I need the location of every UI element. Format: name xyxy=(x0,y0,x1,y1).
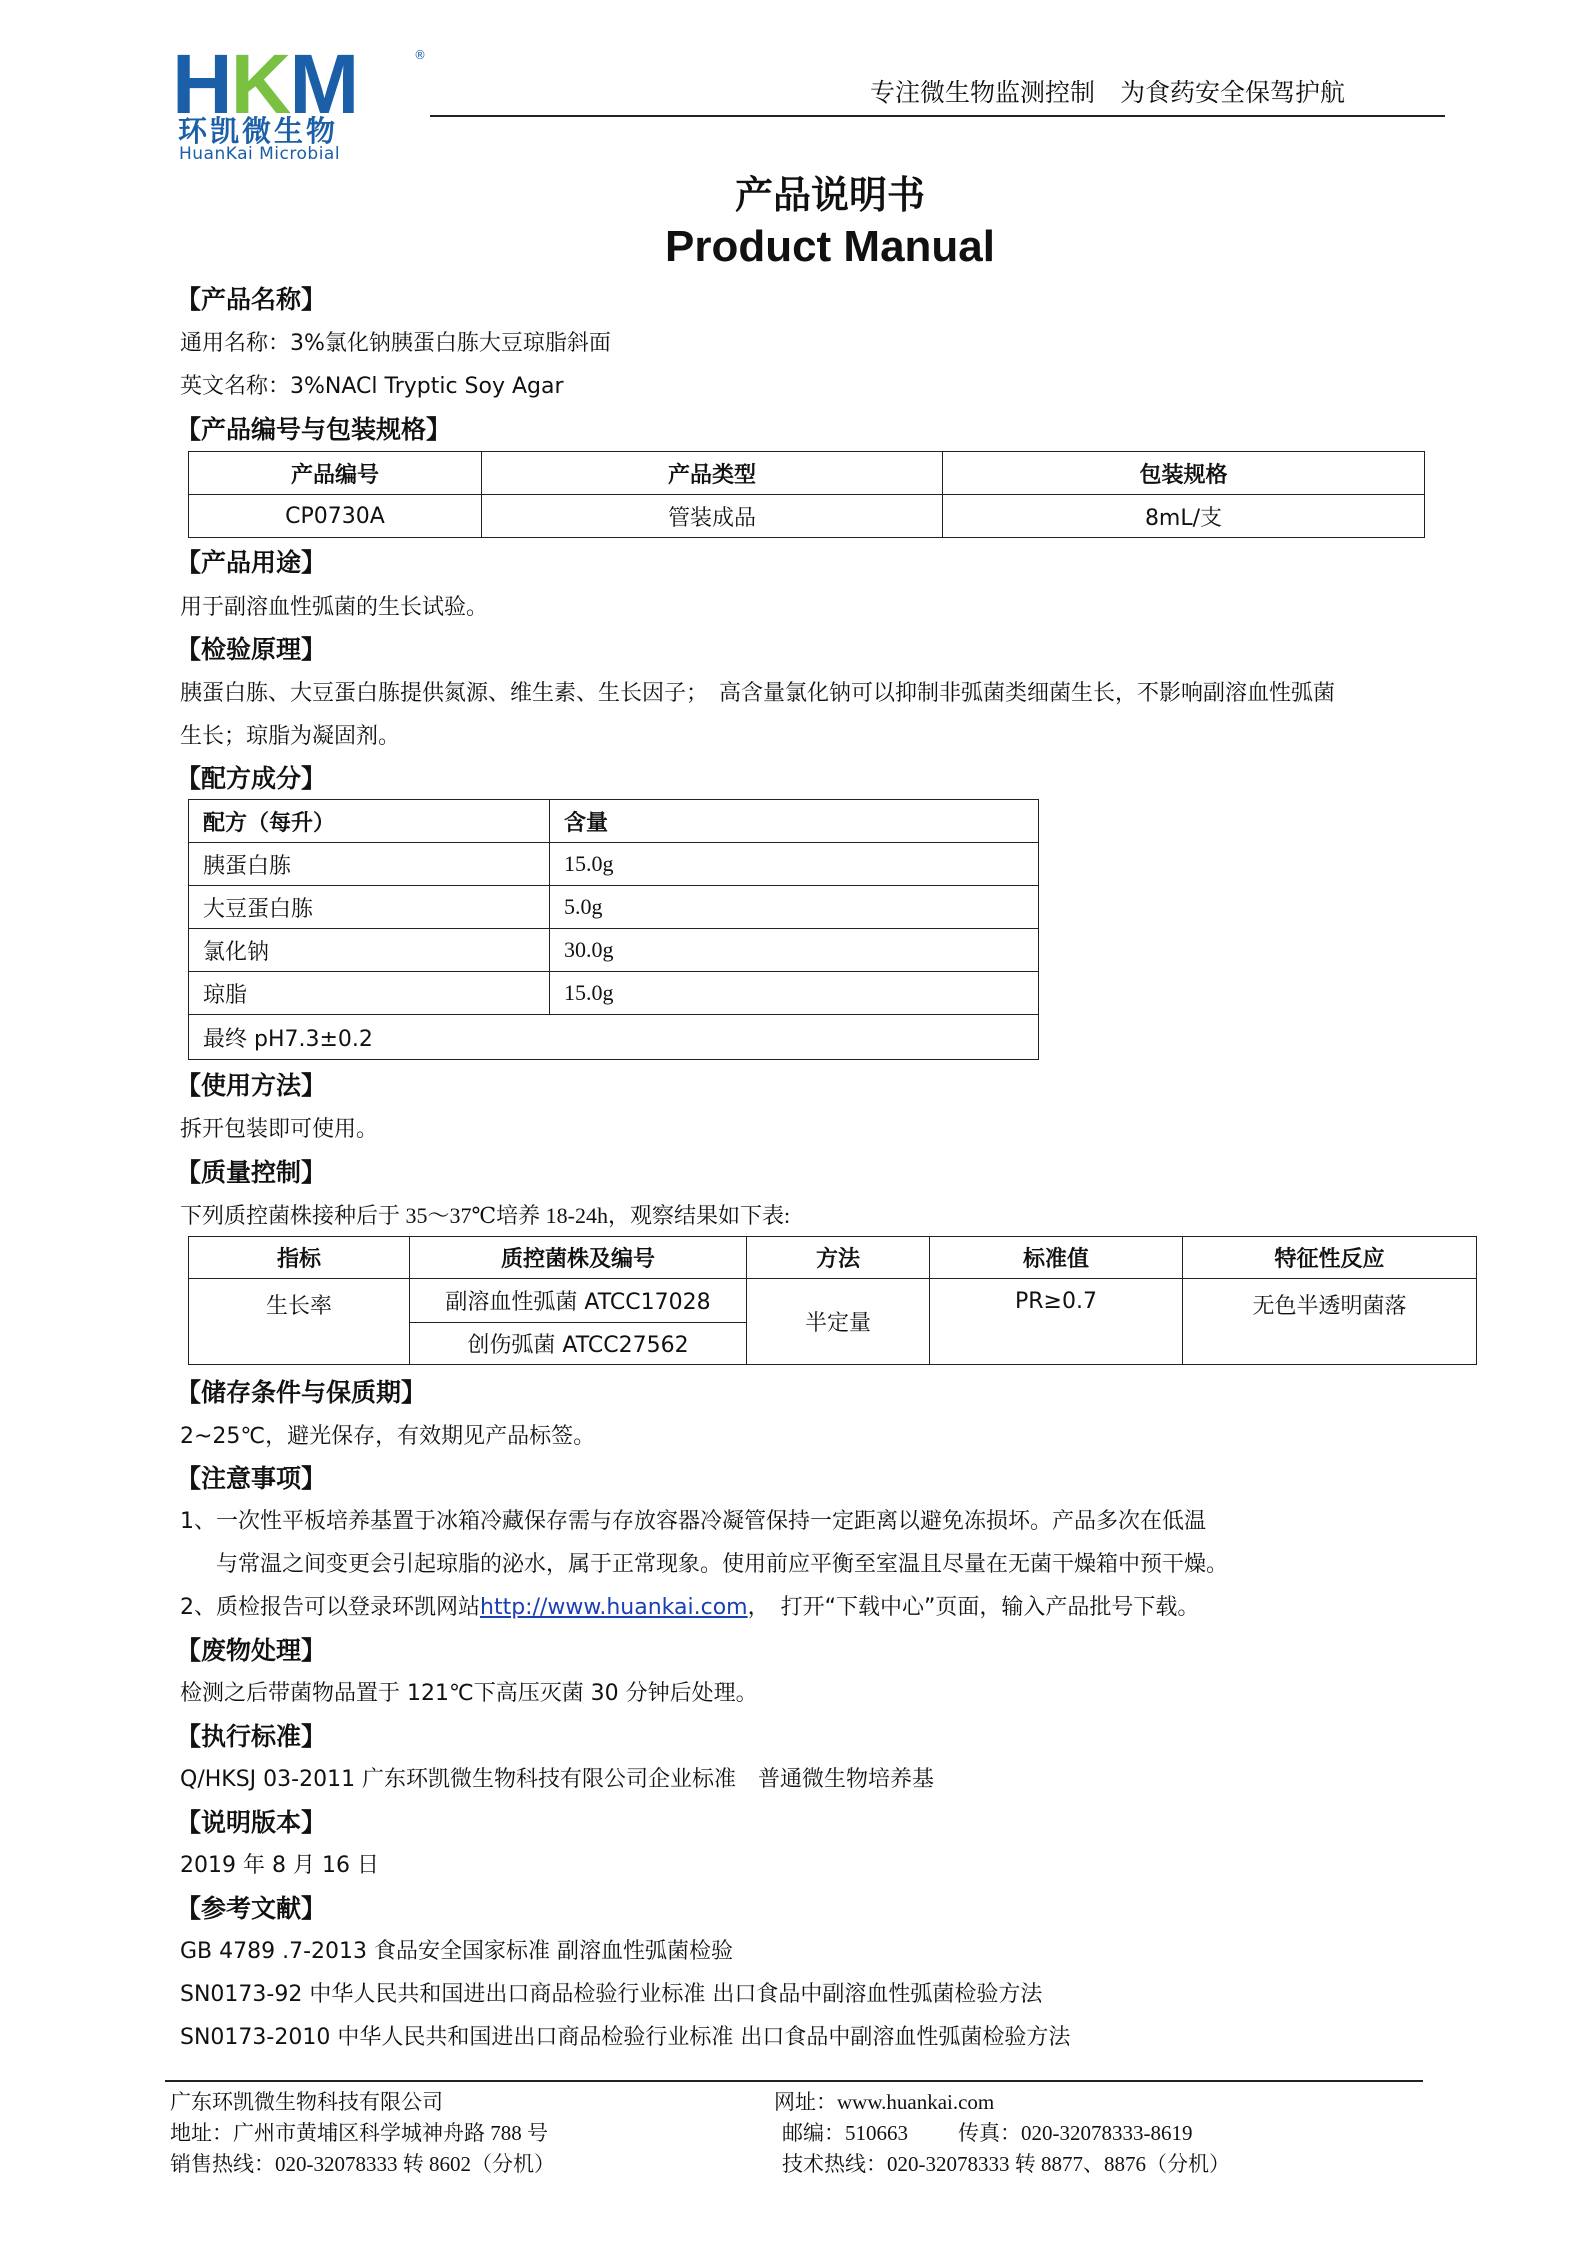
title-chinese: 产品说明书 xyxy=(734,173,925,217)
logo-letter-m: M xyxy=(289,37,358,131)
header-divider xyxy=(430,115,1445,117)
slogan: 专注微生物监测控制 为食药安全保驾护航 xyxy=(870,78,1346,107)
packaging-table xyxy=(188,451,1425,538)
principle-line-2: 生长；琼脂为凝固剂。 xyxy=(180,724,401,749)
table-header-row xyxy=(189,452,1425,495)
reference-item: SN0173-2010 中华人民共和国进出口商品检验行业标准 出口食品中副溶血性弧菌检验方法 xyxy=(180,2025,1071,2050)
table-row xyxy=(189,972,1039,1015)
section-heading-notes: 【注意事项】 xyxy=(176,1464,327,1493)
table-header-cell: 指标 xyxy=(189,1237,410,1279)
footer-website: 网址：www.huankai.com xyxy=(774,2090,995,2114)
table-header-cell: 特征性反应 xyxy=(1183,1237,1477,1279)
version-text: 2019 年 8 月 16 日 xyxy=(180,1853,379,1878)
footer-fax: 传真：020-32078333-8619 xyxy=(958,2121,1193,2145)
section-heading-packaging: 【产品编号与包装规格】 xyxy=(176,415,452,444)
ingredient-name: 大豆蛋白胨 xyxy=(189,886,550,929)
website-link[interactable]: http://www.huankai.com xyxy=(480,1595,748,1620)
footer-sales-hotline: 销售热线：020-32078333 转 8602（分机） xyxy=(170,2152,555,2176)
method-text: 拆开包装即可使用。 xyxy=(180,1117,379,1142)
section-heading-disposal: 【废物处理】 xyxy=(176,1636,327,1665)
common-name: 通用名称：3%氯化钠胰蛋白胨大豆琼脂斜面 xyxy=(180,331,611,356)
note-1-line-1: 1、一次性平板培养基置于冰箱冷藏保存需与存放容器冷凝管保持一定距离以避免冻损坏。产品多次在低温 xyxy=(180,1509,1207,1534)
qc-strain: 副溶血性弧菌 ATCC17028 xyxy=(410,1279,747,1323)
section-heading-storage: 【储存条件与保质期】 xyxy=(176,1378,427,1407)
qc-strain: 创伤弧菌 ATCC27562 xyxy=(410,1323,747,1365)
section-heading-references: 【参考文献】 xyxy=(176,1894,327,1923)
footer-address: 地址：广州市黄埔区科学城神舟路 788 号 xyxy=(170,2121,548,2145)
table-row xyxy=(189,886,1039,929)
table-header-cell: 包装规格 xyxy=(943,452,1425,495)
footer-postcode: 邮编：510663 xyxy=(782,2121,908,2145)
section-heading-standard: 【执行标准】 xyxy=(176,1722,327,1751)
qc-indicator: 生长率 xyxy=(189,1279,410,1365)
table-header-cell: 产品类型 xyxy=(482,452,943,495)
note-2-suffix: ， 打开“下载中心”页面，输入产品批号下载。 xyxy=(747,1595,1200,1620)
qc-reaction: 无色半透明菌落 xyxy=(1183,1279,1477,1365)
table-row xyxy=(189,1015,1039,1060)
note-2 xyxy=(180,1593,1199,1623)
registered-mark: ® xyxy=(414,48,426,62)
table-header-row xyxy=(189,800,1039,843)
footer-divider xyxy=(165,2080,1423,2082)
section-heading-formula: 【配方成分】 xyxy=(176,764,327,793)
section-heading-version: 【说明版本】 xyxy=(176,1808,327,1837)
table-header-cell: 标准值 xyxy=(930,1237,1183,1279)
qc-intro: 下列质控菌株接种后于 35～37℃培养 18-24h，观察结果如下表: xyxy=(180,1203,791,1228)
note-1-line-2: 与常温之间变更会引起琼脂的泌水，属于正常现象。使用前应平衡至室温且尽量在无菌干燥箱中预干燥。 xyxy=(216,1552,1229,1577)
principle-line-1: 胰蛋白胨、大豆蛋白胨提供氮源、维生素、生长因子； 高含量氯化钠可以抑制非弧菌类细菌生长，不影响副溶血性弧菌 xyxy=(180,681,1336,706)
table-header-cell: 配方（每升） xyxy=(189,800,550,843)
section-heading-principle: 【检验原理】 xyxy=(176,635,327,664)
title-english: Product Manual xyxy=(664,222,996,271)
reference-item: GB 4789 .7-2013 食品安全国家标准 副溶血性弧菌检验 xyxy=(180,1939,734,1964)
ingredient-name: 氯化钠 xyxy=(189,929,550,972)
footer-company: 广东环凯微生物科技有限公司 xyxy=(170,2090,443,2114)
logo-chinese-name: 环凯微生物 xyxy=(178,114,339,148)
final-ph: 最终 pH7.3±0.2 xyxy=(189,1015,1039,1060)
logo-letter-h: H xyxy=(172,37,231,131)
logo-english-name: HuanKai Microbial xyxy=(179,144,341,164)
ingredient-amount: 15.0g xyxy=(550,843,1039,886)
qc-method: 半定量 xyxy=(747,1279,930,1365)
product-type: 管装成品 xyxy=(482,495,943,538)
note-2-prefix: 2、质检报告可以登录环凯网站 xyxy=(180,1595,480,1620)
table-header-row xyxy=(189,1237,1477,1279)
qc-standard: PR≥0.7 xyxy=(930,1279,1183,1365)
footer-tech-hotline: 技术热线：020-32078333 转 8877、8876（分机） xyxy=(782,2152,1230,2176)
ingredient-amount: 30.0g xyxy=(550,929,1039,972)
table-row xyxy=(189,929,1039,972)
logo-letter-k: K xyxy=(230,37,290,131)
usage-text: 用于副溶血性弧菌的生长试验。 xyxy=(180,595,489,620)
section-heading-product-name: 【产品名称】 xyxy=(176,285,327,314)
reference-item: SN0173-92 中华人民共和国进出口商品检验行业标准 出口食品中副溶血性弧菌检验方法 xyxy=(180,1982,1043,2007)
english-name: 英文名称：3%NACl Tryptic Soy Agar xyxy=(180,374,564,399)
table-header-cell: 质控菌株及编号 xyxy=(410,1237,747,1279)
section-heading-usage: 【产品用途】 xyxy=(176,548,327,577)
table-header-cell: 含量 xyxy=(550,800,1039,843)
qc-table xyxy=(188,1236,1477,1365)
standard-text: Q/HKSJ 03-2011 广东环凯微生物科技有限公司企业标准 普通微生物培养基 xyxy=(180,1767,935,1792)
disposal-text: 检测之后带菌物品置于 121℃下高压灭菌 30 分钟后处理。 xyxy=(180,1681,758,1706)
table-row xyxy=(189,843,1039,886)
table-row xyxy=(189,1279,1477,1323)
storage-text: 2~25℃，避光保存，有效期见产品标签。 xyxy=(180,1424,596,1449)
table-row xyxy=(189,495,1425,538)
section-heading-method: 【使用方法】 xyxy=(176,1071,327,1100)
ingredient-name: 胰蛋白胨 xyxy=(189,843,550,886)
ingredient-name: 琼脂 xyxy=(189,972,550,1015)
product-code: CP0730A xyxy=(189,495,482,538)
section-heading-qc: 【质量控制】 xyxy=(176,1158,327,1187)
formula-table xyxy=(188,799,1039,1060)
ingredient-amount: 5.0g xyxy=(550,886,1039,929)
table-header-cell: 产品编号 xyxy=(189,452,482,495)
ingredient-amount: 15.0g xyxy=(550,972,1039,1015)
package-spec: 8mL/支 xyxy=(943,495,1425,538)
table-header-cell: 方法 xyxy=(747,1237,930,1279)
